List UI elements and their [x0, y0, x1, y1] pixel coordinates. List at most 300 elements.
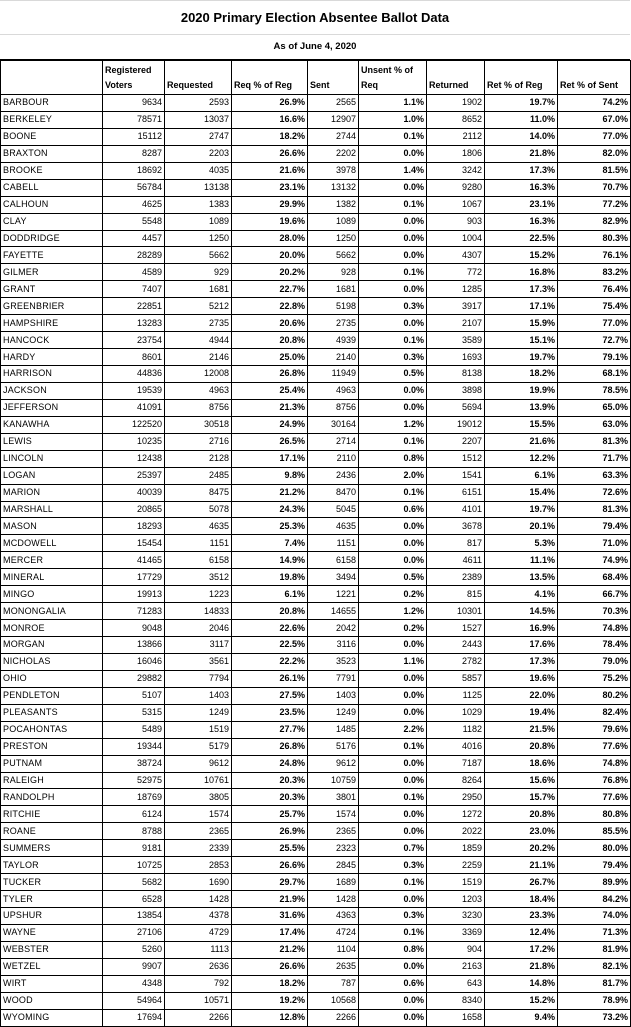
cell-requested: 2203 [165, 145, 232, 162]
cell-county: TYLER [1, 891, 103, 908]
cell-sent: 1574 [308, 806, 359, 823]
cell-req-pct-reg: 12.8% [232, 1009, 308, 1026]
cell-sent: 2365 [308, 823, 359, 840]
cell-sent: 2735 [308, 315, 359, 332]
cell-ret-pct-reg: 14.8% [485, 975, 558, 992]
cell-requested: 4378 [165, 908, 232, 925]
cell-county: PENDLETON [1, 687, 103, 704]
cell-county: WOOD [1, 992, 103, 1009]
table-row [1, 433, 631, 450]
table-row [1, 349, 631, 366]
cell-sent: 2845 [308, 857, 359, 874]
cell-county: HARDY [1, 349, 103, 366]
cell-returned: 1285 [427, 281, 485, 298]
cell-requested: 12008 [165, 366, 232, 383]
cell-requested: 1383 [165, 196, 232, 213]
cell-county: MARION [1, 484, 103, 501]
cell-returned: 1658 [427, 1009, 485, 1026]
cell-req-pct-reg: 20.3% [232, 789, 308, 806]
table-row [1, 213, 631, 230]
cell-ret-pct-reg: 17.2% [485, 941, 558, 958]
table-row [1, 247, 631, 264]
cell-ret-pct-reg: 17.6% [485, 637, 558, 654]
cell-registered-voters: 18293 [103, 518, 165, 535]
cell-sent: 10568 [308, 992, 359, 1009]
cell-sent: 2266 [308, 1009, 359, 1026]
cell-county: KANAWHA [1, 416, 103, 433]
cell-returned: 1512 [427, 450, 485, 467]
table-row [1, 128, 631, 145]
cell-county: JACKSON [1, 382, 103, 399]
table-row [1, 145, 631, 162]
cell-registered-voters: 8601 [103, 349, 165, 366]
cell-req-pct-reg: 26.5% [232, 433, 308, 450]
cell-returned: 1067 [427, 196, 485, 213]
cell-sent: 5662 [308, 247, 359, 264]
cell-sent: 3523 [308, 653, 359, 670]
cell-ret-pct-reg: 23.3% [485, 908, 558, 925]
cell-sent: 3494 [308, 569, 359, 586]
table-row [1, 484, 631, 501]
table-row [1, 332, 631, 349]
cell-county: MONONGALIA [1, 603, 103, 620]
cell-county: CABELL [1, 179, 103, 196]
cell-county: PRESTON [1, 738, 103, 755]
cell-returned: 1541 [427, 467, 485, 484]
cell-registered-voters: 4348 [103, 975, 165, 992]
cell-unsent-pct-req: 0.0% [359, 382, 427, 399]
cell-unsent-pct-req: 0.0% [359, 1009, 427, 1026]
header-ret-pct-reg: Ret % of Reg [485, 61, 558, 95]
cell-registered-voters: 29882 [103, 670, 165, 687]
cell-req-pct-reg: 21.9% [232, 891, 308, 908]
cell-ret-pct-sent: 74.2% [558, 95, 631, 112]
cell-ret-pct-sent: 83.2% [558, 264, 631, 281]
cell-unsent-pct-req: 0.1% [359, 874, 427, 891]
cell-requested: 13037 [165, 111, 232, 128]
cell-requested: 5662 [165, 247, 232, 264]
cell-sent: 12907 [308, 111, 359, 128]
table-row [1, 941, 631, 958]
cell-sent: 8470 [308, 484, 359, 501]
cell-unsent-pct-req: 0.5% [359, 366, 427, 383]
cell-unsent-pct-req: 0.2% [359, 620, 427, 637]
table-row [1, 670, 631, 687]
cell-ret-pct-sent: 71.0% [558, 535, 631, 552]
cell-returned: 2259 [427, 857, 485, 874]
cell-ret-pct-sent: 82.9% [558, 213, 631, 230]
header-ret-pct-sent: Ret % of Sent [558, 61, 631, 95]
cell-req-pct-reg: 23.5% [232, 704, 308, 721]
cell-ret-pct-reg: 20.2% [485, 840, 558, 857]
cell-req-pct-reg: 29.9% [232, 196, 308, 213]
cell-sent: 2110 [308, 450, 359, 467]
cell-ret-pct-reg: 15.5% [485, 416, 558, 433]
cell-county: HARRISON [1, 366, 103, 383]
cell-returned: 2389 [427, 569, 485, 586]
cell-requested: 2485 [165, 467, 232, 484]
cell-req-pct-reg: 17.4% [232, 924, 308, 941]
cell-unsent-pct-req: 0.0% [359, 145, 427, 162]
cell-ret-pct-reg: 5.3% [485, 535, 558, 552]
table-row [1, 196, 631, 213]
cell-ret-pct-sent: 84.2% [558, 891, 631, 908]
cell-registered-voters: 9907 [103, 958, 165, 975]
cell-requested: 1249 [165, 704, 232, 721]
cell-sent: 928 [308, 264, 359, 281]
cell-ret-pct-sent: 79.0% [558, 653, 631, 670]
cell-req-pct-reg: 20.8% [232, 332, 308, 349]
cell-returned: 643 [427, 975, 485, 992]
cell-ret-pct-sent: 82.4% [558, 704, 631, 721]
cell-sent: 11949 [308, 366, 359, 383]
cell-sent: 4939 [308, 332, 359, 349]
cell-req-pct-reg: 22.2% [232, 653, 308, 670]
cell-returned: 1272 [427, 806, 485, 823]
table-row [1, 738, 631, 755]
cell-req-pct-reg: 21.3% [232, 399, 308, 416]
cell-ret-pct-reg: 15.4% [485, 484, 558, 501]
cell-county: MASON [1, 518, 103, 535]
cell-returned: 2782 [427, 653, 485, 670]
cell-req-pct-reg: 23.1% [232, 179, 308, 196]
cell-county: LEWIS [1, 433, 103, 450]
table-row [1, 298, 631, 315]
cell-requested: 1151 [165, 535, 232, 552]
cell-registered-voters: 122520 [103, 416, 165, 433]
cell-sent: 13132 [308, 179, 359, 196]
cell-requested: 929 [165, 264, 232, 281]
cell-ret-pct-sent: 76.1% [558, 247, 631, 264]
table-row [1, 975, 631, 992]
cell-sent: 4635 [308, 518, 359, 535]
cell-sent: 2565 [308, 95, 359, 112]
cell-unsent-pct-req: 0.6% [359, 501, 427, 518]
cell-returned: 7187 [427, 755, 485, 772]
cell-returned: 3678 [427, 518, 485, 535]
cell-county: OHIO [1, 670, 103, 687]
cell-registered-voters: 13283 [103, 315, 165, 332]
cell-ret-pct-reg: 21.5% [485, 721, 558, 738]
cell-returned: 3589 [427, 332, 485, 349]
cell-county: PUTNAM [1, 755, 103, 772]
cell-unsent-pct-req: 0.0% [359, 281, 427, 298]
cell-requested: 2266 [165, 1009, 232, 1026]
cell-requested: 10571 [165, 992, 232, 1009]
cell-ret-pct-reg: 17.3% [485, 281, 558, 298]
cell-ret-pct-reg: 19.4% [485, 704, 558, 721]
cell-unsent-pct-req: 1.1% [359, 653, 427, 670]
table-row [1, 264, 631, 281]
cell-county: UPSHUR [1, 908, 103, 925]
cell-sent: 2714 [308, 433, 359, 450]
cell-ret-pct-reg: 15.9% [485, 315, 558, 332]
cell-sent: 4363 [308, 908, 359, 925]
cell-sent: 1689 [308, 874, 359, 891]
cell-ret-pct-sent: 76.4% [558, 281, 631, 298]
header-requested: Requested [165, 61, 232, 95]
cell-requested: 5212 [165, 298, 232, 315]
cell-requested: 8756 [165, 399, 232, 416]
cell-returned: 772 [427, 264, 485, 281]
cell-sent: 1089 [308, 213, 359, 230]
cell-unsent-pct-req: 1.0% [359, 111, 427, 128]
cell-ret-pct-reg: 6.1% [485, 467, 558, 484]
cell-returned: 1519 [427, 874, 485, 891]
cell-requested: 1089 [165, 213, 232, 230]
cell-unsent-pct-req: 0.1% [359, 738, 427, 755]
cell-registered-voters: 6124 [103, 806, 165, 823]
cell-ret-pct-reg: 18.6% [485, 755, 558, 772]
cell-returned: 2443 [427, 637, 485, 654]
cell-county: RITCHIE [1, 806, 103, 823]
cell-req-pct-reg: 24.9% [232, 416, 308, 433]
table-row [1, 806, 631, 823]
cell-county: JEFFERSON [1, 399, 103, 416]
cell-unsent-pct-req: 0.3% [359, 298, 427, 315]
cell-ret-pct-reg: 16.8% [485, 264, 558, 281]
cell-sent: 2202 [308, 145, 359, 162]
cell-ret-pct-sent: 78.9% [558, 992, 631, 1009]
cell-sent: 1485 [308, 721, 359, 738]
cell-ret-pct-reg: 22.0% [485, 687, 558, 704]
cell-returned: 2112 [427, 128, 485, 145]
cell-ret-pct-sent: 76.8% [558, 772, 631, 789]
header-registered-voters: Registered Voters [103, 61, 165, 95]
cell-registered-voters: 22851 [103, 298, 165, 315]
cell-requested: 8475 [165, 484, 232, 501]
cell-returned: 4307 [427, 247, 485, 264]
cell-returned: 6151 [427, 484, 485, 501]
cell-returned: 1125 [427, 687, 485, 704]
cell-ret-pct-sent: 81.3% [558, 433, 631, 450]
cell-sent: 1403 [308, 687, 359, 704]
cell-returned: 8652 [427, 111, 485, 128]
cell-requested: 9612 [165, 755, 232, 772]
cell-req-pct-reg: 17.1% [232, 450, 308, 467]
cell-registered-voters: 18692 [103, 162, 165, 179]
cell-ret-pct-reg: 9.4% [485, 1009, 558, 1026]
cell-returned: 5857 [427, 670, 485, 687]
cell-county: DODDRIDGE [1, 230, 103, 247]
cell-sent: 2323 [308, 840, 359, 857]
cell-req-pct-reg: 26.9% [232, 823, 308, 840]
table-row [1, 823, 631, 840]
cell-registered-voters: 28289 [103, 247, 165, 264]
cell-ret-pct-sent: 81.7% [558, 975, 631, 992]
cell-unsent-pct-req: 0.0% [359, 179, 427, 196]
cell-registered-voters: 8788 [103, 823, 165, 840]
cell-unsent-pct-req: 0.0% [359, 518, 427, 535]
cell-county: RANDOLPH [1, 789, 103, 806]
cell-returned: 1182 [427, 721, 485, 738]
cell-requested: 1428 [165, 891, 232, 908]
cell-req-pct-reg: 16.6% [232, 111, 308, 128]
cell-returned: 10301 [427, 603, 485, 620]
table-row [1, 467, 631, 484]
cell-returned: 2950 [427, 789, 485, 806]
table-row [1, 450, 631, 467]
table-row [1, 111, 631, 128]
table-row [1, 552, 631, 569]
cell-returned: 1029 [427, 704, 485, 721]
cell-registered-voters: 56784 [103, 179, 165, 196]
cell-ret-pct-sent: 75.2% [558, 670, 631, 687]
cell-unsent-pct-req: 0.7% [359, 840, 427, 857]
cell-ret-pct-reg: 15.1% [485, 332, 558, 349]
cell-registered-voters: 4625 [103, 196, 165, 213]
table-row [1, 569, 631, 586]
cell-requested: 4963 [165, 382, 232, 399]
cell-req-pct-reg: 26.9% [232, 95, 308, 112]
cell-req-pct-reg: 9.8% [232, 467, 308, 484]
cell-county: MERCER [1, 552, 103, 569]
cell-req-pct-reg: 21.2% [232, 484, 308, 501]
cell-sent: 3801 [308, 789, 359, 806]
cell-requested: 3117 [165, 637, 232, 654]
table-row [1, 603, 631, 620]
cell-registered-voters: 40039 [103, 484, 165, 501]
cell-requested: 7794 [165, 670, 232, 687]
cell-ret-pct-sent: 80.2% [558, 687, 631, 704]
cell-unsent-pct-req: 0.0% [359, 806, 427, 823]
cell-unsent-pct-req: 0.0% [359, 772, 427, 789]
cell-registered-voters: 25397 [103, 467, 165, 484]
cell-req-pct-reg: 22.5% [232, 637, 308, 654]
cell-ret-pct-reg: 17.3% [485, 653, 558, 670]
table-row [1, 366, 631, 383]
cell-registered-voters: 7407 [103, 281, 165, 298]
cell-ret-pct-reg: 17.3% [485, 162, 558, 179]
cell-returned: 3898 [427, 382, 485, 399]
cell-ret-pct-sent: 80.3% [558, 230, 631, 247]
cell-registered-voters: 52975 [103, 772, 165, 789]
cell-returned: 2163 [427, 958, 485, 975]
cell-sent: 3116 [308, 637, 359, 654]
cell-ret-pct-sent: 68.1% [558, 366, 631, 383]
cell-requested: 1223 [165, 586, 232, 603]
table-row [1, 281, 631, 298]
cell-ret-pct-reg: 15.2% [485, 247, 558, 264]
cell-ret-pct-sent: 67.0% [558, 111, 631, 128]
cell-ret-pct-reg: 21.1% [485, 857, 558, 874]
cell-requested: 4635 [165, 518, 232, 535]
cell-req-pct-reg: 24.8% [232, 755, 308, 772]
cell-requested: 2146 [165, 349, 232, 366]
cell-county: MCDOWELL [1, 535, 103, 552]
cell-ret-pct-reg: 12.2% [485, 450, 558, 467]
cell-registered-voters: 4589 [103, 264, 165, 281]
cell-req-pct-reg: 14.9% [232, 552, 308, 569]
cell-requested: 3805 [165, 789, 232, 806]
page-title: 2020 Primary Election Absentee Ballot Data [0, 0, 630, 35]
cell-ret-pct-reg: 20.8% [485, 806, 558, 823]
cell-req-pct-reg: 26.6% [232, 857, 308, 874]
cell-req-pct-reg: 7.4% [232, 535, 308, 552]
cell-ret-pct-reg: 17.1% [485, 298, 558, 315]
cell-unsent-pct-req: 0.0% [359, 992, 427, 1009]
table-row [1, 857, 631, 874]
cell-ret-pct-reg: 19.7% [485, 501, 558, 518]
cell-county: MINGO [1, 586, 103, 603]
cell-requested: 5078 [165, 501, 232, 518]
cell-sent: 2140 [308, 349, 359, 366]
table-row [1, 518, 631, 535]
cell-unsent-pct-req: 0.0% [359, 247, 427, 264]
cell-registered-voters: 17729 [103, 569, 165, 586]
cell-registered-voters: 5315 [103, 704, 165, 721]
cell-returned: 1693 [427, 349, 485, 366]
cell-unsent-pct-req: 0.6% [359, 975, 427, 992]
table-row [1, 179, 631, 196]
cell-requested: 6158 [165, 552, 232, 569]
cell-county: CALHOUN [1, 196, 103, 213]
table-row [1, 620, 631, 637]
cell-county: ROANE [1, 823, 103, 840]
cell-unsent-pct-req: 0.0% [359, 535, 427, 552]
table-row [1, 501, 631, 518]
cell-unsent-pct-req: 0.3% [359, 349, 427, 366]
cell-registered-voters: 20865 [103, 501, 165, 518]
cell-requested: 2747 [165, 128, 232, 145]
cell-registered-voters: 13866 [103, 637, 165, 654]
cell-registered-voters: 15454 [103, 535, 165, 552]
cell-sent: 2436 [308, 467, 359, 484]
cell-requested: 5179 [165, 738, 232, 755]
cell-ret-pct-sent: 71.3% [558, 924, 631, 941]
cell-county: WYOMING [1, 1009, 103, 1026]
table-row [1, 586, 631, 603]
cell-county: BOONE [1, 128, 103, 145]
table-row [1, 721, 631, 738]
cell-ret-pct-sent: 74.8% [558, 755, 631, 772]
cell-unsent-pct-req: 0.0% [359, 891, 427, 908]
cell-req-pct-reg: 26.6% [232, 958, 308, 975]
cell-ret-pct-reg: 19.6% [485, 670, 558, 687]
cell-requested: 2339 [165, 840, 232, 857]
cell-req-pct-reg: 18.2% [232, 128, 308, 145]
cell-requested: 1250 [165, 230, 232, 247]
cell-ret-pct-sent: 63.0% [558, 416, 631, 433]
cell-unsent-pct-req: 0.0% [359, 637, 427, 654]
cell-county: CLAY [1, 213, 103, 230]
cell-sent: 5198 [308, 298, 359, 315]
cell-ret-pct-reg: 15.7% [485, 789, 558, 806]
table-row [1, 315, 631, 332]
cell-sent: 4724 [308, 924, 359, 941]
cell-ret-pct-sent: 74.8% [558, 620, 631, 637]
page-subtitle: As of June 4, 2020 [0, 35, 630, 60]
cell-unsent-pct-req: 2.0% [359, 467, 427, 484]
cell-county: POCAHONTAS [1, 721, 103, 738]
cell-req-pct-reg: 31.6% [232, 908, 308, 925]
cell-ret-pct-reg: 19.7% [485, 95, 558, 112]
cell-ret-pct-sent: 74.0% [558, 908, 631, 925]
cell-requested: 2365 [165, 823, 232, 840]
cell-unsent-pct-req: 0.0% [359, 552, 427, 569]
cell-county: MARSHALL [1, 501, 103, 518]
cell-requested: 2716 [165, 433, 232, 450]
cell-returned: 903 [427, 213, 485, 230]
cell-ret-pct-reg: 12.4% [485, 924, 558, 941]
cell-req-pct-reg: 21.2% [232, 941, 308, 958]
cell-sent: 2042 [308, 620, 359, 637]
cell-sent: 4963 [308, 382, 359, 399]
cell-registered-voters: 18769 [103, 789, 165, 806]
cell-requested: 3512 [165, 569, 232, 586]
cell-unsent-pct-req: 0.5% [359, 569, 427, 586]
cell-registered-voters: 4457 [103, 230, 165, 247]
